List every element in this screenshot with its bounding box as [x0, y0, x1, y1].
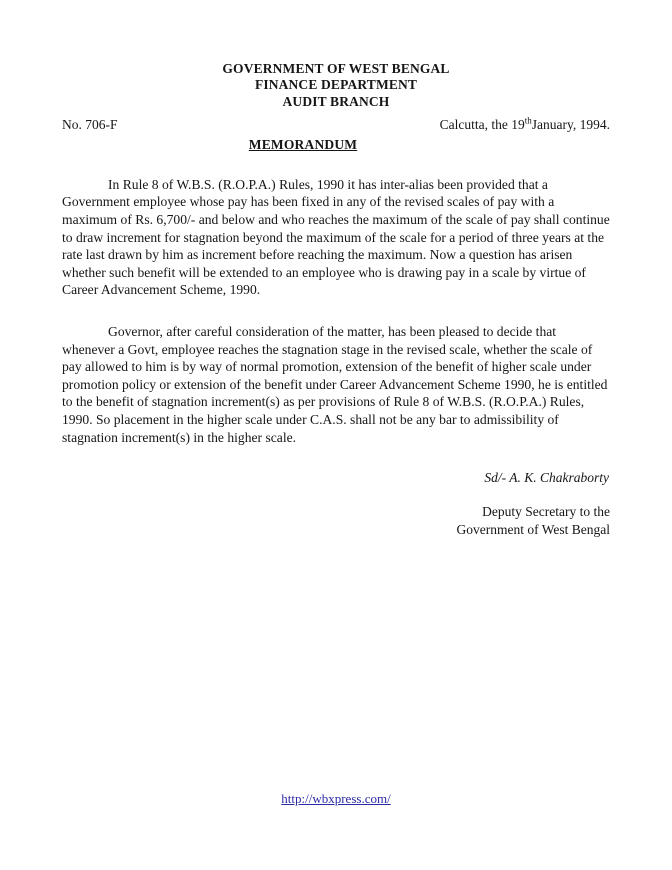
paragraph-rule-background: In Rule 8 of W.B.S. (R.O.P.A.) Rules, 1990 it has inter-alias been provided that a Government employee whose pay has been fixed in any of the revised scales of pay with a maximum of Rs. 6,700/- and below and who reaches the maximum of the scale of pay shall continue to draw increment for stagnation beyond the maximum of the scale for a period of three years at the rate last drawn by him as increment before reaching the maximum. Now a question has arisen whether such benefit will be extended to an employee who is drawing pay in a scale by virtue of Career Advancement Scheme, 1990. [62, 176, 610, 298]
letterhead-line-branch: AUDIT BRANCH [282, 93, 390, 109]
source-link[interactable]: http://wbxpress.com/ [281, 791, 391, 806]
date-place-prefix: Calcutta, the [439, 116, 512, 132]
date-ordinal-suffix: th [524, 115, 532, 126]
letterhead-line-department: FINANCE DEPARTMENT [254, 77, 418, 93]
date-line [440, 116, 610, 134]
reference-date-row [62, 116, 610, 134]
designation-block [62, 503, 610, 538]
reference-number: No. 706-F [62, 116, 118, 132]
designation-line-title: Deputy Secretary to the [482, 504, 610, 520]
letterhead [62, 61, 610, 110]
letterhead-line-government: GOVERNMENT OF WEST BENGAL [222, 61, 450, 76]
footer [0, 790, 672, 808]
signature-line: Sd/- A. K. Chakraborty [484, 470, 609, 486]
designation-line-government: Government of West Bengal [456, 521, 610, 537]
memorandum-heading [62, 136, 610, 154]
date-month-year: January, 1994. [531, 116, 610, 132]
document-content [62, 0, 610, 538]
date-day: 19 [511, 116, 525, 132]
memorandum-heading-text: MEMORANDUM [248, 136, 358, 152]
paragraph-governor-decision: Governor, after careful consideration of the matter, has been pleased to decide that whenever a Govt, employee reaches the stagnation stage in the revised scale, whether the scale of pay allowed to him is by way of normal promotion, extension of the benefit of higher scale under promotion policy or extension of the benefit under Career Advancement Scheme 1990, he is entitled to the benefit of stagnation increment(s) as per provisions of Rule 8 of W.B.S. (R.O.P.A.) Rules, 1990. So placement in the higher scale under C.A.S. shall not be any bar to admissibility of stagnation increment(s) in the higher scale. [62, 324, 608, 445]
